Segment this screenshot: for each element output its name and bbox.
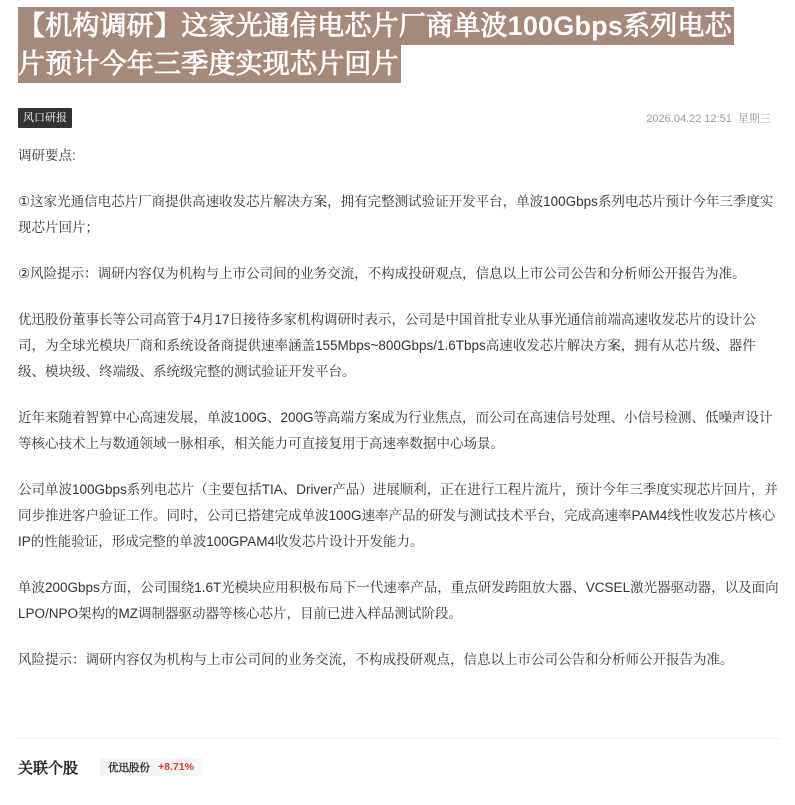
stock-name: 优迅股份 <box>108 761 151 774</box>
paragraph-200g-progress: 单波200Gbps方面，公司围绕1.6T光模块应用积极布局下一代速率产品，重点研发跨阻放大器、VCSEL激光器驱动器，以及面向LPO/NPO架构的MZ调制器驱动器等核心芯片，目前已进入样品测试阶段。 <box>18 580 779 621</box>
section-divider <box>18 738 779 739</box>
related-stocks <box>18 756 202 778</box>
paragraph-key-points-heading: 调研要点: <box>18 148 76 163</box>
article-title-line-2: 片预计今年三季度实现芯片回片 <box>18 45 401 83</box>
paragraph-key-point-1: ①这家光通信电芯片厂商提供高速收发芯片解决方案，拥有完整测试验证开发平台，单波100Gbps系列电芯片预计今年三季度实现芯片回片； <box>18 194 774 235</box>
stock-change: +8.71% <box>158 761 194 773</box>
publish-date: 2026.04.22 12:51 <box>646 113 732 125</box>
article-title <box>18 0 779 83</box>
publish-info <box>646 111 771 127</box>
related-stocks-title: 关联个股 <box>18 759 79 777</box>
article-body <box>18 143 779 673</box>
paragraph-risk-notice: 风险提示：调研内容仅为机构与上市公司间的业务交流，不构成投研观点，信息以上市公司公告和分析师公开报告为准。 <box>18 652 734 667</box>
paragraph-100g-progress: 公司单波100Gbps系列电芯片（主要包括TIA、Driver产品）进展顺利，正在进行工程片流片，预计今年三季度实现芯片回片，并同步推进客户验证工作。同时，公司已搭建完成单波100G速率产品的研发与测试技术平台，完成高速率PAM4线性收发芯片核心IP的性能验证，形成完整的单波100GPAM4收发芯片设计开发能力。 <box>18 482 778 549</box>
article-meta <box>18 108 779 130</box>
paragraph-industry-trend: 近年来随着智算中心高速发展，单波100G、200G等高端方案成为行业焦点，而公司在高速信号处理、小信号检测、低噪声设计等核心技术上与数通领域一脉相承，相关能力可直接复用于高速率数据中心场景。 <box>18 410 773 451</box>
source-tag[interactable]: 风口研报 <box>18 108 72 128</box>
article-title-line-1: 【机构调研】这家光通信电芯片厂商单波100Gbps系列电芯 <box>18 7 734 45</box>
publish-weekday: 星期三 <box>738 113 771 125</box>
paragraph-company-overview: 优迅股份董事长等公司高管于4月17日接待多家机构调研时表示，公司是中国首批专业从事光通信前端高速收发芯片的设计公司，为全球光模块厂商和系统设备商提供速率涵盖155Mbps~800Gbps/1.6Tbps高速收发芯片解决方案，拥有从芯片级、器件级、模块级、终端级、系统级完整的测试验证开发平台。 <box>18 312 757 379</box>
stock-chip[interactable] <box>100 758 202 776</box>
paragraph-key-point-2: ②风险提示：调研内容仅为机构与上市公司间的业务交流，不构成投研观点，信息以上市公司公告和分析师公开报告为准。 <box>18 266 746 281</box>
